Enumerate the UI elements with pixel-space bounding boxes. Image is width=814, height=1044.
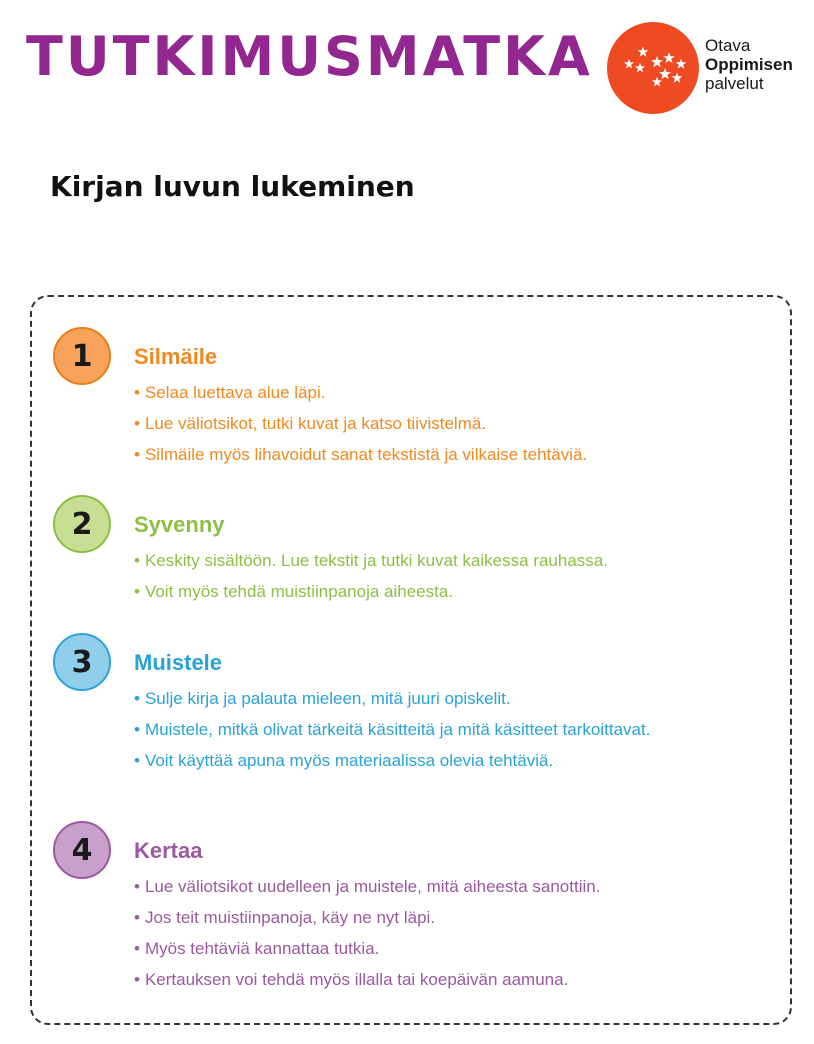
page-title: Kirjan luvun lukeminen — [50, 170, 415, 203]
step-number-badge: 2 — [53, 495, 111, 553]
step-list — [134, 377, 587, 470]
step-list — [134, 683, 650, 776]
list-item: • Silmäile myös lihavoidut sanat tekstistä ja vilkaise tehtäviä. — [134, 439, 587, 470]
list-item: • Lue väliotsikot uudelleen ja muistele, mitä aiheesta sanottiin. — [134, 871, 600, 902]
list-item: • Kertauksen voi tehdä myös illalla tai koepäivän aamuna. — [134, 964, 600, 995]
step-title: Muistele — [134, 650, 223, 675]
step-number-badge: 4 — [53, 821, 111, 879]
list-item: • Muistele, mitkä olivat tärkeitä käsitteitä ja mitä käsitteet tarkoittavat. — [134, 714, 650, 745]
list-item: • Jos teit muistiinpanoja, käy ne nyt läpi. — [134, 902, 600, 933]
list-item: • Myös tehtäviä kannattaa tutkia. — [134, 933, 600, 964]
publisher-line-1: Otava — [705, 36, 751, 55]
publisher-line-2: Oppimisen — [705, 55, 793, 74]
step-title: Kertaa — [134, 838, 203, 863]
list-item: • Voit myös tehdä muistiinpanoja aiheesta. — [134, 576, 608, 607]
steps-box — [30, 295, 792, 1025]
step-list — [134, 545, 608, 607]
brand-title: TUTKIMUSMATKA — [26, 25, 593, 88]
step-list — [134, 871, 600, 995]
publisher-logo — [607, 22, 807, 114]
step-number-badge: 3 — [53, 633, 111, 691]
list-item: • Lue väliotsikot, tutki kuvat ja katso tiivistelmä. — [134, 408, 587, 439]
list-item: • Keskity sisältöön. Lue tekstit ja tutki kuvat kaikessa rauhassa. — [134, 545, 608, 576]
step-title: Silmäile — [134, 344, 218, 369]
step-title: Syvenny — [134, 512, 225, 537]
list-item: • Sulje kirja ja palauta mieleen, mitä juuri opiskelit. — [134, 683, 650, 714]
step-number-badge: 1 — [53, 327, 111, 385]
list-item: • Voit käyttää apuna myös materiaalissa olevia tehtäviä. — [134, 745, 650, 776]
list-item: • Selaa luettava alue läpi. — [134, 377, 587, 408]
stars-logo-icon — [607, 22, 699, 114]
publisher-line-3: palvelut — [705, 74, 764, 93]
